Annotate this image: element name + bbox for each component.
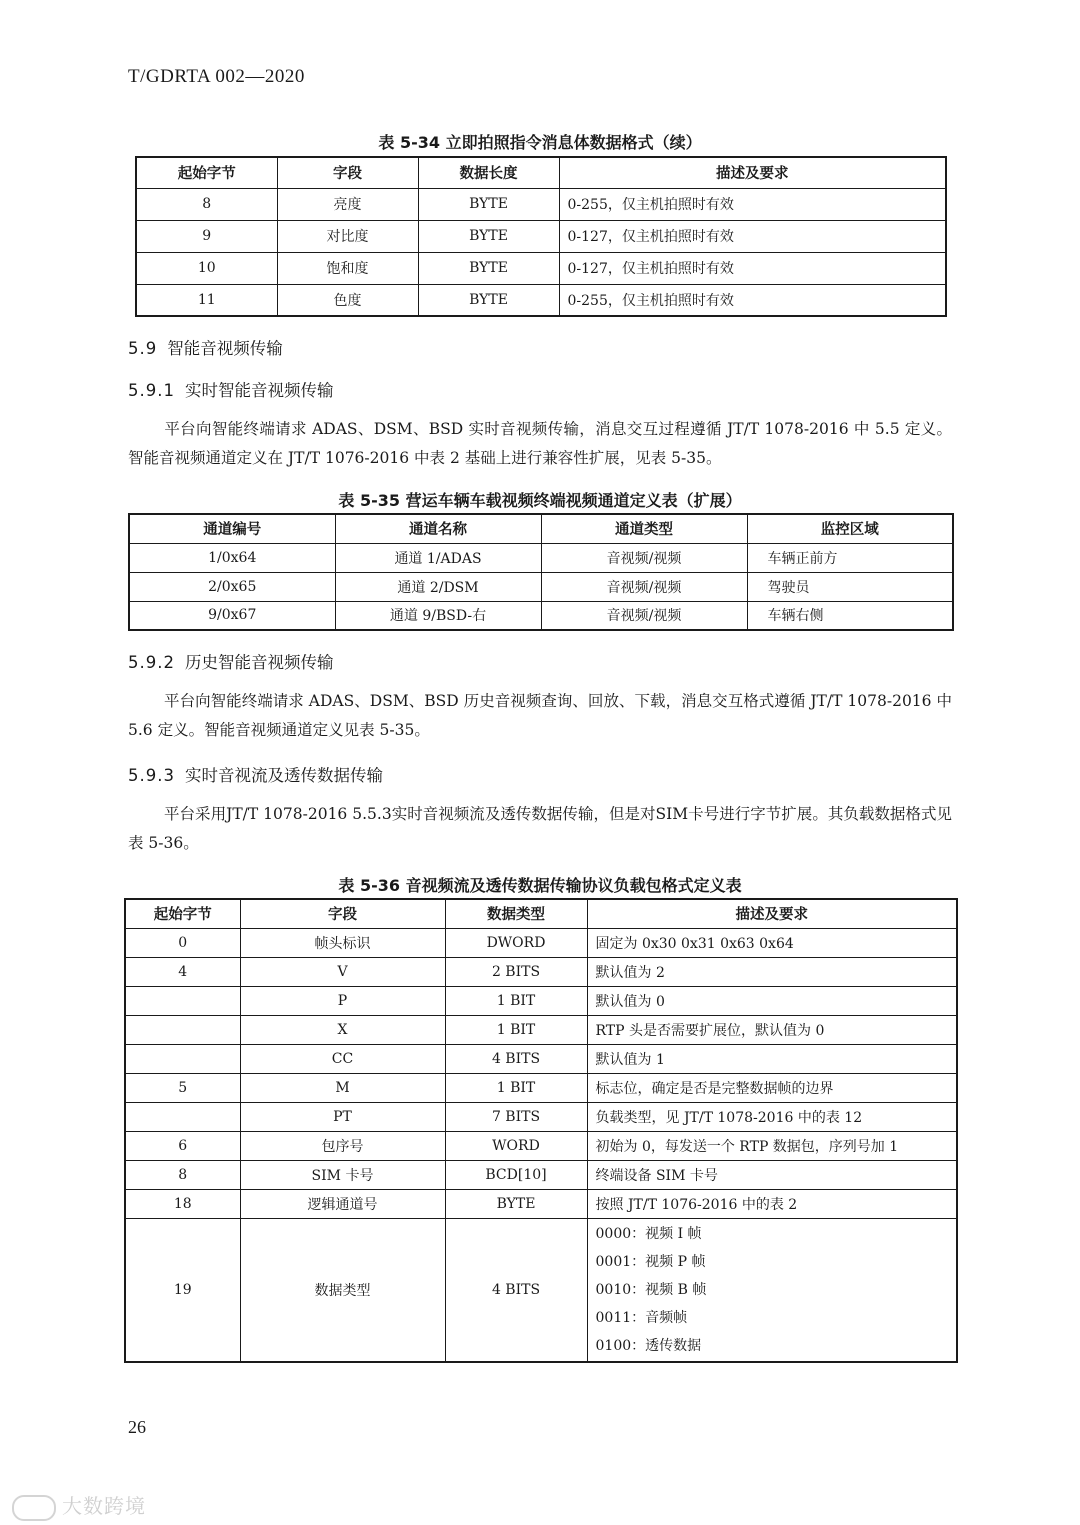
col-header: 字段 [240,899,445,928]
section-heading-5-9-1 [128,377,333,401]
table-5-36 [124,898,958,1363]
cell: BYTE [418,220,559,252]
col-header: 描述及要求 [587,899,957,928]
cell [125,1102,240,1131]
cell: 按照 JT/T 1076-2016 中的表 2 [587,1189,957,1218]
col-header: 通道编号 [129,514,335,543]
cell-data-type-list [587,1218,957,1362]
cell: 通道 9/BSD-右 [335,601,541,630]
cell: 0-127，仅主机拍照时有效 [559,220,946,252]
section-number: 5.9 [128,339,158,358]
cell: 1/0x64 [129,543,335,572]
watermark: 大数跨境 [12,1490,146,1521]
cell: 11 [136,284,277,316]
cell: 9 [136,220,277,252]
table-row [125,928,957,957]
list-item: 0010：视频 B 帧 [595,1281,707,1298]
table-row [125,1131,957,1160]
cell: 4 [125,957,240,986]
paragraph-5-9-1: 平台向智能终端请求 ADAS、DSM、BSD 实时音视频传输，消息交互过程遵循 JT/T 1078-2016 中 5.5 定义。智能音视频通道定义在 JT/T 1076-2016 中表 2 基础上进行兼容性扩展，见表 5-35。 [128,420,952,467]
col-header: 起始字节 [125,899,240,928]
section-heading-5-9-2 [128,649,333,673]
cell: 逻辑通道号 [240,1189,445,1218]
cell: 固定为 0x30 0x31 0x63 0x64 [587,928,957,957]
section-heading-5-9-3 [128,762,383,786]
cell: 7 BITS [445,1102,587,1131]
table-row [136,252,946,284]
section-title: 智能音视频传输 [167,339,283,358]
paragraph-5-9-2: 平台向智能终端请求 ADAS、DSM、BSD 历史音视频查询、回放、下载，消息交互格式遵循 JT/T 1078-2016 中 5.6 定义。智能音视频通道定义见表 5-35。 [128,692,952,739]
cell [125,1044,240,1073]
cell: 9/0x67 [129,601,335,630]
table-5-34 [135,156,947,317]
section-number: 5.9.2 [128,653,175,672]
cell: 6 [125,1131,240,1160]
cell: CC [240,1044,445,1073]
table-row [125,1102,957,1131]
col-header: 通道类型 [541,514,747,543]
cell: SIM 卡号 [240,1160,445,1189]
cell: 4 BITS [445,1218,587,1362]
table-5-36-caption: 表 5-36 音视频流及透传数据传输协议负载包格式定义表 [338,876,742,895]
col-header: 监控区域 [747,514,953,543]
list-item: 0011：音频帧 [595,1309,688,1326]
cell: 通道 2/DSM [335,572,541,601]
cell: X [240,1015,445,1044]
cell: 音视频/视频 [541,601,747,630]
col-header: 字段 [277,157,418,188]
section-title: 历史智能音视频传输 [184,653,334,672]
table-row [125,986,957,1015]
table-row [129,543,953,572]
cell: 数据类型 [240,1218,445,1362]
cell: 8 [125,1160,240,1189]
section-number: 5.9.1 [128,381,175,400]
document-code: T/GDRTA 002—2020 [128,66,305,87]
list-item: 0100：透传数据 [595,1337,702,1354]
table-row [129,601,953,630]
cell: 默认值为 2 [587,957,957,986]
cell: 车辆正前方 [747,543,953,572]
cell: RTP 头是否需要扩展位，默认值为 0 [587,1015,957,1044]
col-header: 数据长度 [418,157,559,188]
cell: 音视频/视频 [541,543,747,572]
cell: 0-255，仅主机拍照时有效 [559,284,946,316]
cell: 0-255，仅主机拍照时有效 [559,188,946,220]
section-title: 实时智能音视频传输 [184,381,334,400]
cell: 18 [125,1189,240,1218]
table-row [136,284,946,316]
cell: 1 BIT [445,1015,587,1044]
cell: DWORD [445,928,587,957]
cell: P [240,986,445,1015]
cell: 0-127，仅主机拍照时有效 [559,252,946,284]
table-5-35-caption: 表 5-35 营运车辆车载视频终端视频通道定义表（扩展） [338,491,742,510]
cell: 终端设备 SIM 卡号 [587,1160,957,1189]
col-header: 起始字节 [136,157,277,188]
cell: 通道 1/ADAS [335,543,541,572]
cell: 驾驶员 [747,572,953,601]
cell: 2 BITS [445,957,587,986]
table-row [125,957,957,986]
watermark-logo-icon [12,1495,56,1521]
table-row [125,1189,957,1218]
cell: 5 [125,1073,240,1102]
cell: 19 [125,1218,240,1362]
section-number: 5.9.3 [128,766,175,785]
cell: BCD[10] [445,1160,587,1189]
cell: 初始为 0，每发送一个 RTP 数据包，序列号加 1 [587,1131,957,1160]
cell: 标志位，确定是否是完整数据帧的边界 [587,1073,957,1102]
cell: 车辆右侧 [747,601,953,630]
cell: 默认值为 1 [587,1044,957,1073]
cell: PT [240,1102,445,1131]
cell: BYTE [418,284,559,316]
list-item: 0001：视频 P 帧 [595,1253,706,1270]
cell: V [240,957,445,986]
cell: 10 [136,252,277,284]
cell: 默认值为 0 [587,986,957,1015]
paragraph-5-9-3: 平台采用JT/T 1078-2016 5.5.3实时音视频流及透传数据传输，但是对SIM卡号进行字节扩展。其负载数据格式见表 5-36。 [128,805,952,852]
cell: BYTE [418,188,559,220]
cell: M [240,1073,445,1102]
cell [125,1015,240,1044]
cell: 帧头标识 [240,928,445,957]
section-title: 实时音视流及透传数据传输 [184,766,383,785]
cell: WORD [445,1131,587,1160]
page-number: 26 [128,1417,146,1437]
cell: 亮度 [277,188,418,220]
cell: 色度 [277,284,418,316]
table-row [125,1015,957,1044]
cell: 饱和度 [277,252,418,284]
table-row [125,1160,957,1189]
table-row [136,220,946,252]
cell: 1 BIT [445,986,587,1015]
table-row [125,1073,957,1102]
cell: 0 [125,928,240,957]
table-row [129,572,953,601]
cell: 8 [136,188,277,220]
table-row [125,1044,957,1073]
cell: 负载类型，见 JT/T 1078-2016 中的表 12 [587,1102,957,1131]
col-header: 描述及要求 [559,157,946,188]
cell: 4 BITS [445,1044,587,1073]
cell [125,986,240,1015]
section-heading-5-9 [128,335,283,359]
cell: 对比度 [277,220,418,252]
list-item: 0000：视频 I 帧 [595,1225,702,1242]
table-row [136,188,946,220]
col-header: 数据类型 [445,899,587,928]
cell: BYTE [445,1189,587,1218]
table-5-35 [128,513,954,631]
table-row [125,1218,957,1362]
cell: 2/0x65 [129,572,335,601]
table-5-34-caption: 表 5-34 立即拍照指令消息体数据格式（续） [378,133,702,152]
cell: 1 BIT [445,1073,587,1102]
cell: 包序号 [240,1131,445,1160]
cell: BYTE [418,252,559,284]
col-header: 通道名称 [335,514,541,543]
cell: 音视频/视频 [541,572,747,601]
